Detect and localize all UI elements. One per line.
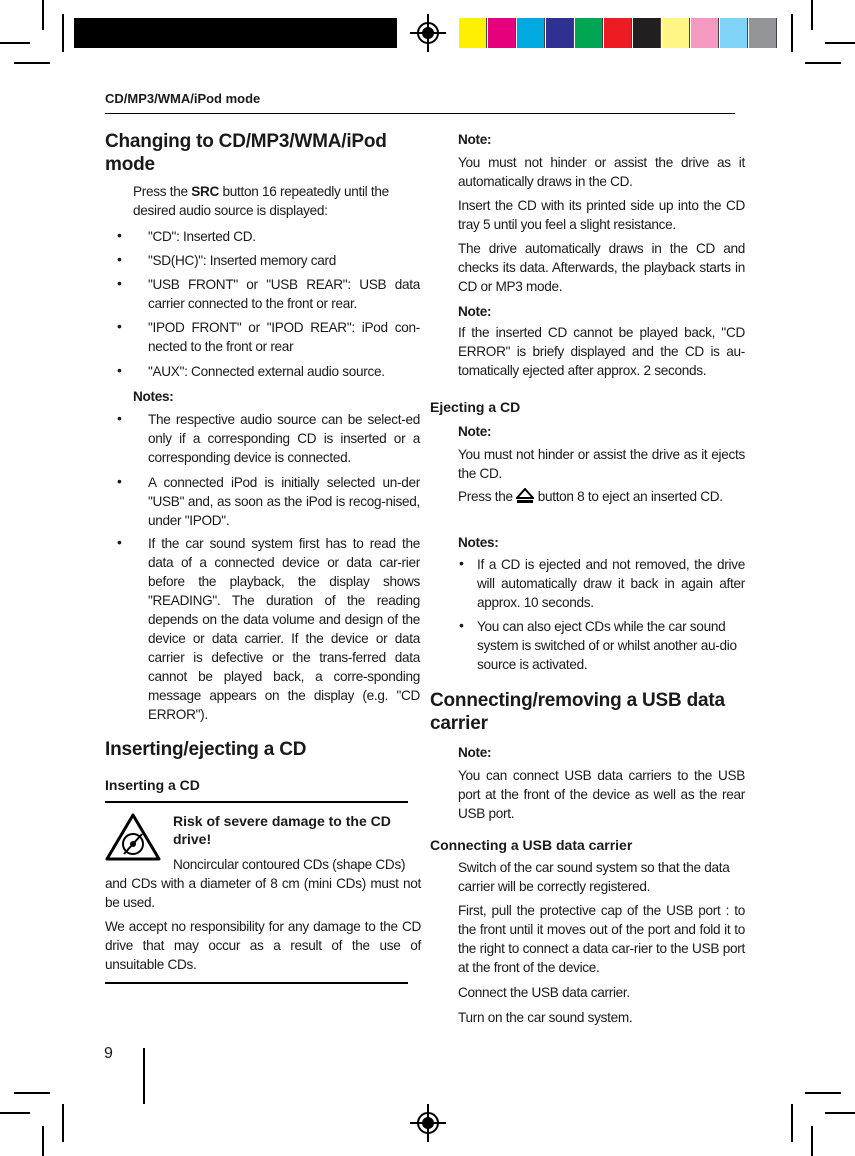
notes-label-text: Notes	[458, 535, 495, 550]
crop-mark	[62, 1104, 64, 1142]
color-swatch	[517, 18, 545, 48]
bullet: •	[459, 555, 464, 571]
bullet: •	[117, 251, 122, 267]
color-swatch	[575, 18, 603, 48]
note-label: Note:	[458, 304, 492, 319]
press-pre: Press the	[133, 184, 188, 199]
bullet: •	[117, 534, 122, 550]
src-key-label: SRC	[191, 184, 220, 199]
warning-triangle-icon	[104, 812, 162, 862]
warning-text: and CDs with a diameter of 8 cm (mini CDs) must not be used.	[105, 876, 421, 910]
source-item: "IPOD FRONT" or "IPOD REAR": iPod con-nected to the front or rear	[148, 320, 420, 354]
color-swatch	[749, 18, 777, 48]
note-text: You must not hinder or assist the drive as it automatically draws in the CD.	[458, 155, 745, 189]
bullet: •	[117, 410, 122, 426]
note-label-text: Note	[458, 745, 488, 760]
color-swatch	[720, 18, 748, 48]
press-eject-pre: Press the	[458, 489, 513, 504]
instruction-draw: The drive automatically draws in the CD and checks its data. Afterwards, the playback starts in CD or MP3 mode.	[458, 241, 745, 294]
registration-mark-icon	[417, 22, 439, 44]
step-item: Switch of the car sound system so that the data carrier will be correctly registered.	[458, 860, 730, 894]
crop-mark	[811, 1126, 813, 1156]
bullet: •	[117, 227, 122, 243]
crop-mark	[0, 42, 30, 44]
bullet: •	[117, 473, 122, 489]
bullet: •	[117, 275, 122, 291]
note-item: A connected iPod is initially selected un-der "USB" and, as soon as the iPod is recog-nised, under "IPOD".	[148, 475, 420, 528]
note-text: You must not hinder or assist the drive as it ejects the CD.	[458, 447, 745, 481]
note-item: You can also eject CDs while the car sound system is switched of or whilst another au-dio source is activated.	[477, 619, 737, 672]
crop-mark	[14, 1092, 50, 1094]
warning-rule-top	[105, 801, 408, 803]
press-post: button 16 repeatedly until the	[222, 184, 389, 199]
color-swatch	[488, 18, 516, 48]
instruction-insert: Insert the CD with its printed side up into the CD tray 5 until you feel a slight resistance.	[458, 198, 745, 232]
crop-mark	[62, 14, 64, 52]
crop-mark	[42, 0, 44, 30]
crop-mark	[825, 1112, 855, 1114]
instruction-eject	[458, 487, 745, 506]
press-src-line	[133, 182, 423, 201]
note-label-text: Note	[458, 424, 488, 439]
heading-ejecting: Ejecting a CD	[430, 399, 521, 415]
bullet: •	[117, 362, 122, 378]
note-text: If the inserted CD cannot be played back, "CD ERROR" is briefy displayed and the CD is au-tomatically ejected after approx. 2 seconds.	[458, 325, 745, 378]
note-item: If the car sound system first has to read the data of a connected device or data car-rier before the playback, the display shows "READING". The duration of the reading depends on the data volume and design of the device or data carrier. If the device or data carrier is defective or the trans-ferred data cannot be played back, a corre-sponding message appears on the display (e.g. "CD ERROR").	[148, 536, 420, 722]
warning-text: Noncircular contoured CDs (shape CDs)	[173, 857, 406, 872]
registration-mark-icon	[417, 1112, 439, 1134]
note-label: Note:	[458, 132, 492, 147]
crop-mark	[811, 0, 813, 30]
color-swatch	[604, 18, 632, 48]
warning-text: We accept no responsibility for any damage to the CD drive that may occur as a result of the use of unsuitable CDs.	[105, 919, 421, 972]
bullet: •	[459, 617, 464, 633]
page-number: 9	[104, 1045, 113, 1062]
notes-label: Notes:	[458, 535, 499, 550]
heading-changing-mode: Changing to CD/MP3/WMA/iPod mode	[105, 131, 387, 175]
step-item: Connect the USB data carrier.	[458, 985, 630, 1000]
heading-insert-eject: Inserting/ejecting a CD	[105, 739, 307, 760]
source-item: "AUX": Connected external audio source.	[148, 364, 385, 379]
note-item: The respective audio source can be select-ed only if a corresponding CD is inserted or a corresponding device is connected.	[148, 412, 420, 465]
crop-mark	[0, 1112, 30, 1114]
note-label-text: Note	[458, 132, 488, 147]
crop-mark	[791, 14, 793, 52]
warning-title: Risk of severe damage to the CD drive!	[173, 813, 391, 847]
heading-connecting-usb: Connecting a USB data carrier	[430, 837, 633, 853]
print-black-bar	[74, 18, 397, 48]
bullet: •	[117, 318, 122, 334]
note-label: Note:	[458, 424, 492, 439]
source-item: "SD(HC)": Inserted memory card	[148, 253, 336, 268]
source-item: "USB FRONT" or "USB REAR": USB data carrier connected to the front or rear.	[148, 277, 420, 311]
heading-usb: Connecting/removing a USB data carrier	[430, 690, 725, 734]
step-item: First, pull the protective cap of the USB port : to the front until it moves out of the port and fold it to the right to connect a data car-rier to the USB port at the front of the device.	[458, 903, 745, 975]
eject-icon	[516, 488, 534, 504]
crop-mark	[42, 1126, 44, 1156]
note-text: You can connect USB data carriers to the USB port at the front of the device as well as the rear USB port.	[458, 768, 745, 821]
footer-rule	[143, 1048, 145, 1104]
note-label-text: Note	[458, 304, 488, 319]
color-swatch	[546, 18, 574, 48]
step-item: Turn on the car sound system.	[458, 1010, 633, 1025]
color-swatch	[691, 18, 719, 48]
press-eject-post: button 8 to eject an inserted CD.	[537, 489, 723, 504]
heading-inserting: Inserting a CD	[105, 777, 200, 793]
note-item: If a CD is ejected and not removed, the drive will automatically draw it back in again after approx. 10 seconds.	[477, 557, 745, 610]
color-swatch	[459, 18, 487, 48]
crop-mark	[14, 62, 50, 64]
notes-label: Notes:	[133, 389, 174, 404]
note-label: Note:	[458, 745, 492, 760]
color-swatch	[662, 18, 690, 48]
crop-mark	[805, 1092, 841, 1094]
header-rule	[105, 113, 735, 114]
crop-mark	[805, 62, 841, 64]
warning-rule-bottom	[105, 982, 408, 984]
source-item: "CD": Inserted CD.	[148, 229, 256, 244]
press-src-line2: desired audio source is displayed:	[133, 203, 328, 218]
notes-label-text: Notes	[133, 389, 170, 404]
crop-mark	[791, 1104, 793, 1142]
crop-mark	[825, 42, 855, 44]
color-swatch	[633, 18, 661, 48]
section-header: CD/MP3/WMA/iPod mode	[105, 91, 261, 106]
